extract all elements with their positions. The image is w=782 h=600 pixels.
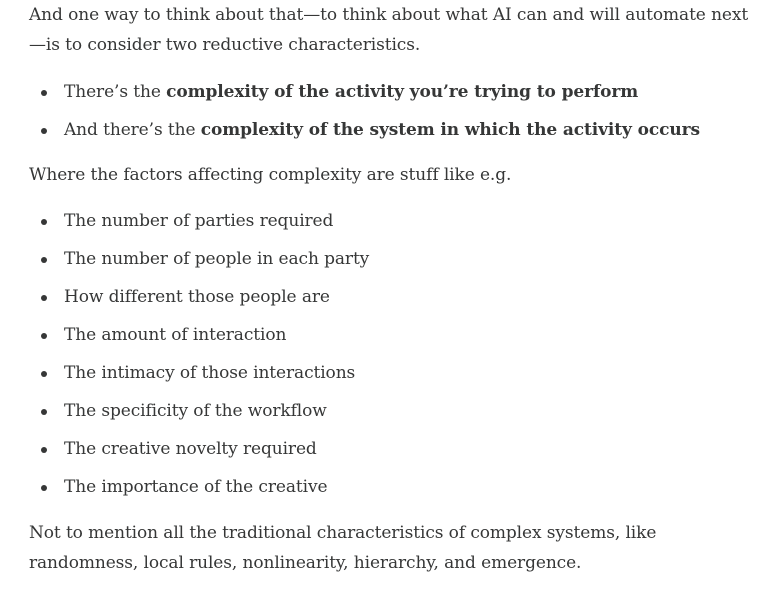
list-item-text: The importance of the creative — [64, 477, 328, 497]
bullet-icon — [41, 257, 47, 263]
intro-paragraph: And one way to think about that—to think about what AI can and will automate next—is to consider two reductive characteristics. — [29, 5, 749, 55]
article-body — [29, 0, 759, 578]
list-item — [29, 278, 759, 316]
list-item — [29, 73, 759, 111]
closing-paragraph: Not to mention all the traditional characteristics of complex systems, like randomness, local rules, nonlinearity, hierarchy, and emergence. — [29, 523, 657, 573]
list-item-prefix: And there’s the — [64, 120, 201, 140]
bullet-icon — [41, 371, 47, 377]
list-item — [29, 111, 759, 149]
list-item-text: The specificity of the workflow — [64, 401, 327, 421]
list-item — [29, 468, 759, 506]
bullet-icon — [41, 409, 47, 415]
list-item-text: The amount of interaction — [64, 325, 287, 345]
factors-list — [29, 202, 759, 506]
list-item-text: The number of parties required — [64, 211, 334, 231]
bullet-icon — [41, 485, 47, 491]
list-item-text: The number of people in each party — [64, 249, 370, 269]
list-item — [29, 316, 759, 354]
bullet-icon — [41, 219, 47, 225]
bullet-icon — [41, 447, 47, 453]
characteristics-list — [29, 73, 759, 149]
list-item — [29, 202, 759, 240]
bullet-icon — [41, 295, 47, 301]
bullet-icon — [41, 90, 47, 96]
factors-intro-paragraph: Where the factors affecting complexity are stuff like e.g. — [29, 165, 512, 185]
bullet-icon — [41, 333, 47, 339]
list-item-text: The creative novelty required — [64, 439, 317, 459]
list-item-text: How different those people are — [64, 287, 330, 307]
list-item-bold: complexity of the activity you’re trying to perform — [166, 82, 639, 102]
list-item-text: The intimacy of those interactions — [64, 363, 356, 383]
list-item-prefix: There’s the — [64, 82, 167, 102]
list-item — [29, 240, 759, 278]
list-item — [29, 392, 759, 430]
bullet-icon — [41, 128, 47, 134]
list-item-bold: complexity of the system in which the activity occurs — [200, 120, 700, 140]
list-item — [29, 430, 759, 468]
list-item — [29, 354, 759, 392]
